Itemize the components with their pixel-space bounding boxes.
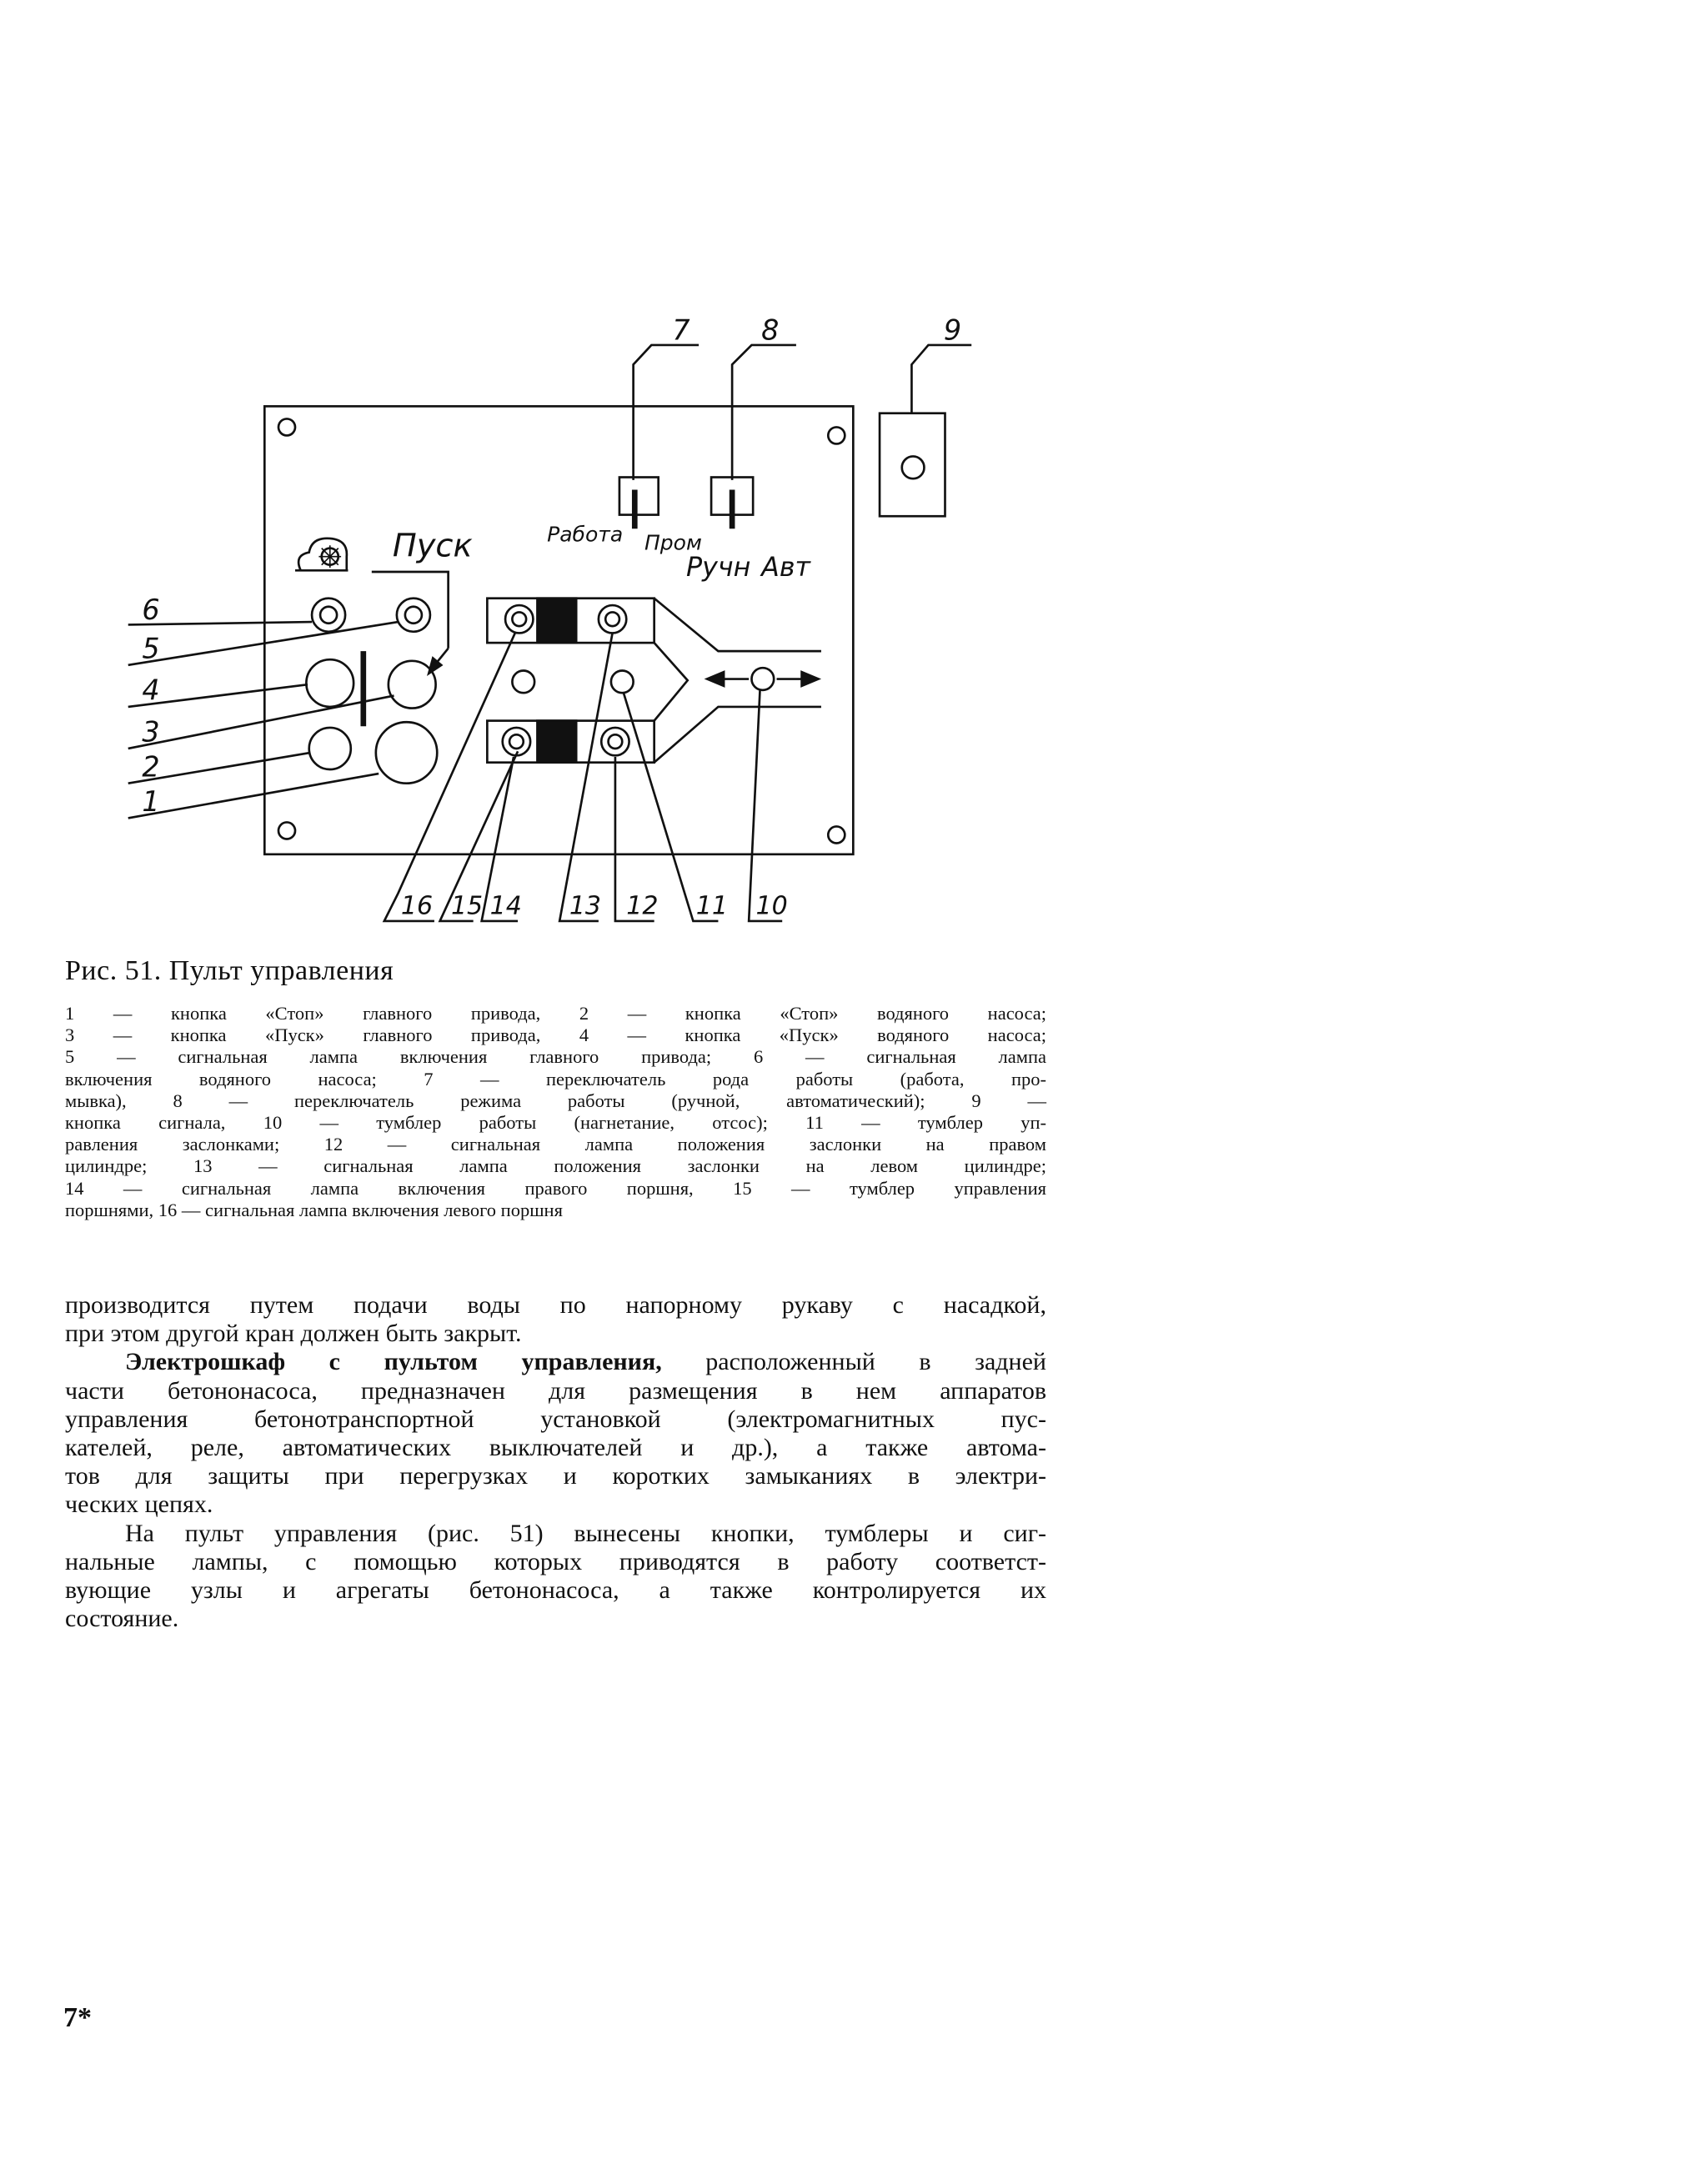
signal-button — [902, 456, 925, 478]
legend-line: включения водяного насоса; 7 — переключатель рода работы (работа, про- — [65, 1068, 1046, 1089]
body-line — [65, 1348, 1046, 1376]
label-12: 12 — [626, 891, 659, 921]
button-3 — [389, 661, 436, 709]
lamp-5-inner — [405, 607, 422, 624]
lamp-12-inner — [609, 734, 623, 749]
leader-5 — [128, 622, 399, 665]
legend-line: 5 — сигнальная лампа включения главного привода; 6 — сигнальная лампа — [65, 1046, 1046, 1068]
legend-line: 1 — кнопка «Стоп» главного привода, 2 — кнопка «Стоп» водяного насоса; — [65, 1003, 1046, 1024]
label-13: 13 — [569, 891, 602, 921]
figure-caption: Рис. 51. Пульт управления — [65, 955, 394, 986]
label-2: 2 — [142, 750, 160, 784]
switch-7-housing — [619, 478, 659, 515]
piston-block-bottom-core — [537, 721, 576, 763]
leader-7 — [634, 345, 699, 480]
legend-line: 14 — сигнальная лампа включения правого поршня, 15 — тумблер управления — [65, 1177, 1046, 1199]
legend-line: 3 — кнопка «Пуск» главного привода, 4 — кнопка «Пуск» водяного насоса; — [65, 1024, 1046, 1046]
lamp-5-outer — [397, 599, 430, 632]
body-line: состояние. — [65, 1605, 179, 1633]
body-line-rest: расположенный в задней — [661, 1348, 1046, 1376]
legend-line: поршнями, 16 — сигнальная лампа включения левого поршня — [65, 1199, 563, 1220]
button-4 — [306, 659, 354, 707]
label-16: 16 — [400, 891, 434, 921]
leader-8 — [732, 345, 796, 480]
lamp-12-outer — [601, 728, 629, 755]
screw-hole-top-left — [278, 418, 295, 435]
toggle-10-arrowhead-left — [707, 672, 724, 686]
leader-1 — [128, 774, 379, 818]
screw-hole-top-right — [828, 427, 845, 443]
bold-term: Электрошкаф с пультом управления, — [125, 1348, 662, 1376]
body-line: нальные лампы, с помощью которых приводятся в работу соответст- — [65, 1547, 1046, 1575]
body-line: управления бетонотранспортной установкой (электромагнитных пус- — [65, 1405, 1046, 1433]
body-line: при этом другой кран должен быть закрыт. — [65, 1320, 522, 1348]
legend-line: кнопка сигнала, 10 — тумблер работы (нагнетание, отсос); 11 — тумблер уп- — [65, 1112, 1046, 1134]
label-3: 3 — [142, 715, 160, 749]
lamp-13-outer — [505, 605, 533, 633]
legend-line: цилиндре; 13 — сигнальная лампа положения заслонки на левом цилиндре; — [65, 1155, 1046, 1177]
label-6: 6 — [142, 593, 160, 626]
leader-9 — [911, 345, 971, 413]
label-9: 9 — [943, 313, 962, 347]
lamp-12-top-inner — [605, 612, 619, 626]
leader-10 — [749, 690, 782, 921]
button-2 — [309, 728, 351, 769]
signal-button-housing — [880, 413, 945, 517]
legend-line: равления заслонками; 12 — сигнальная лампа положения заслонки на правом — [65, 1134, 1046, 1155]
label-15: 15 — [450, 891, 484, 921]
label-pusk: Пуск — [392, 527, 473, 565]
figure-legend — [65, 1003, 1046, 1221]
body-line: кателей, реле, автоматических выключателей и др.), а также автома- — [65, 1434, 1046, 1462]
toggle-10-arrowhead-right — [802, 672, 819, 686]
pusk-bracket — [372, 572, 449, 649]
label-rabota: Работа — [547, 522, 624, 547]
leader-16 — [384, 633, 515, 921]
label-avt: Авт — [761, 553, 811, 584]
body-text — [65, 1291, 1046, 1633]
label-ruchn: Ручн — [686, 553, 751, 584]
label-5: 5 — [142, 632, 160, 665]
label-10: 10 — [755, 891, 788, 921]
body-line: На пульт управления (рис. 51) вынесены кнопки, тумблеры и сиг- — [125, 1519, 1046, 1547]
body-line: вующие узлы и агрегаты бетононасоса, а также контролируется их — [65, 1576, 1046, 1605]
toggle-15 — [512, 671, 534, 694]
toggle-10 — [751, 668, 774, 690]
label-7: 7 — [672, 313, 690, 347]
lamp-6-inner — [320, 607, 337, 624]
label-1: 1 — [142, 785, 160, 819]
button-1 — [376, 722, 437, 783]
lamp-14-inner — [509, 734, 524, 749]
label-14: 14 — [489, 891, 522, 921]
lamp-12-top-outer — [599, 605, 626, 633]
body-line: производится путем подачи воды по напорному рукаву с насадкой, — [65, 1291, 1046, 1319]
body-line: тов для защиты при перегрузках и коротких замыканиях в электри- — [65, 1462, 1046, 1490]
pipe-inner-v — [654, 643, 688, 720]
pipe-bottom — [654, 707, 821, 763]
label-11: 11 — [695, 891, 728, 921]
label-4: 4 — [142, 674, 160, 707]
legend-line: мывка), 8 — переключатель режима работы (ручной, автоматический); 9 — — [65, 1089, 1046, 1111]
piston-block-top-core — [537, 599, 576, 643]
leader-3 — [128, 696, 394, 749]
lamp-13-inner — [512, 612, 526, 626]
control-panel-diagram — [0, 0, 1705, 946]
control-panel-figure — [0, 0, 1705, 946]
body-line: части бетононасоса, предназначен для размещения в нем аппаратов — [65, 1376, 1046, 1405]
toggle-11 — [611, 671, 634, 694]
page-signature: 7* — [63, 2002, 92, 2033]
pipe-top — [654, 599, 821, 651]
screw-hole-bottom-right — [828, 826, 845, 843]
lamp-6-outer — [312, 599, 345, 632]
bell-icon — [295, 538, 348, 571]
body-line: ческих цепях. — [65, 1490, 213, 1519]
label-prom: Пром — [644, 530, 702, 555]
lamp-14-outer — [503, 728, 530, 755]
leader-11 — [624, 693, 719, 921]
leader-13 — [559, 633, 612, 921]
label-8: 8 — [761, 313, 780, 347]
screw-hole-bottom-left — [278, 822, 295, 839]
